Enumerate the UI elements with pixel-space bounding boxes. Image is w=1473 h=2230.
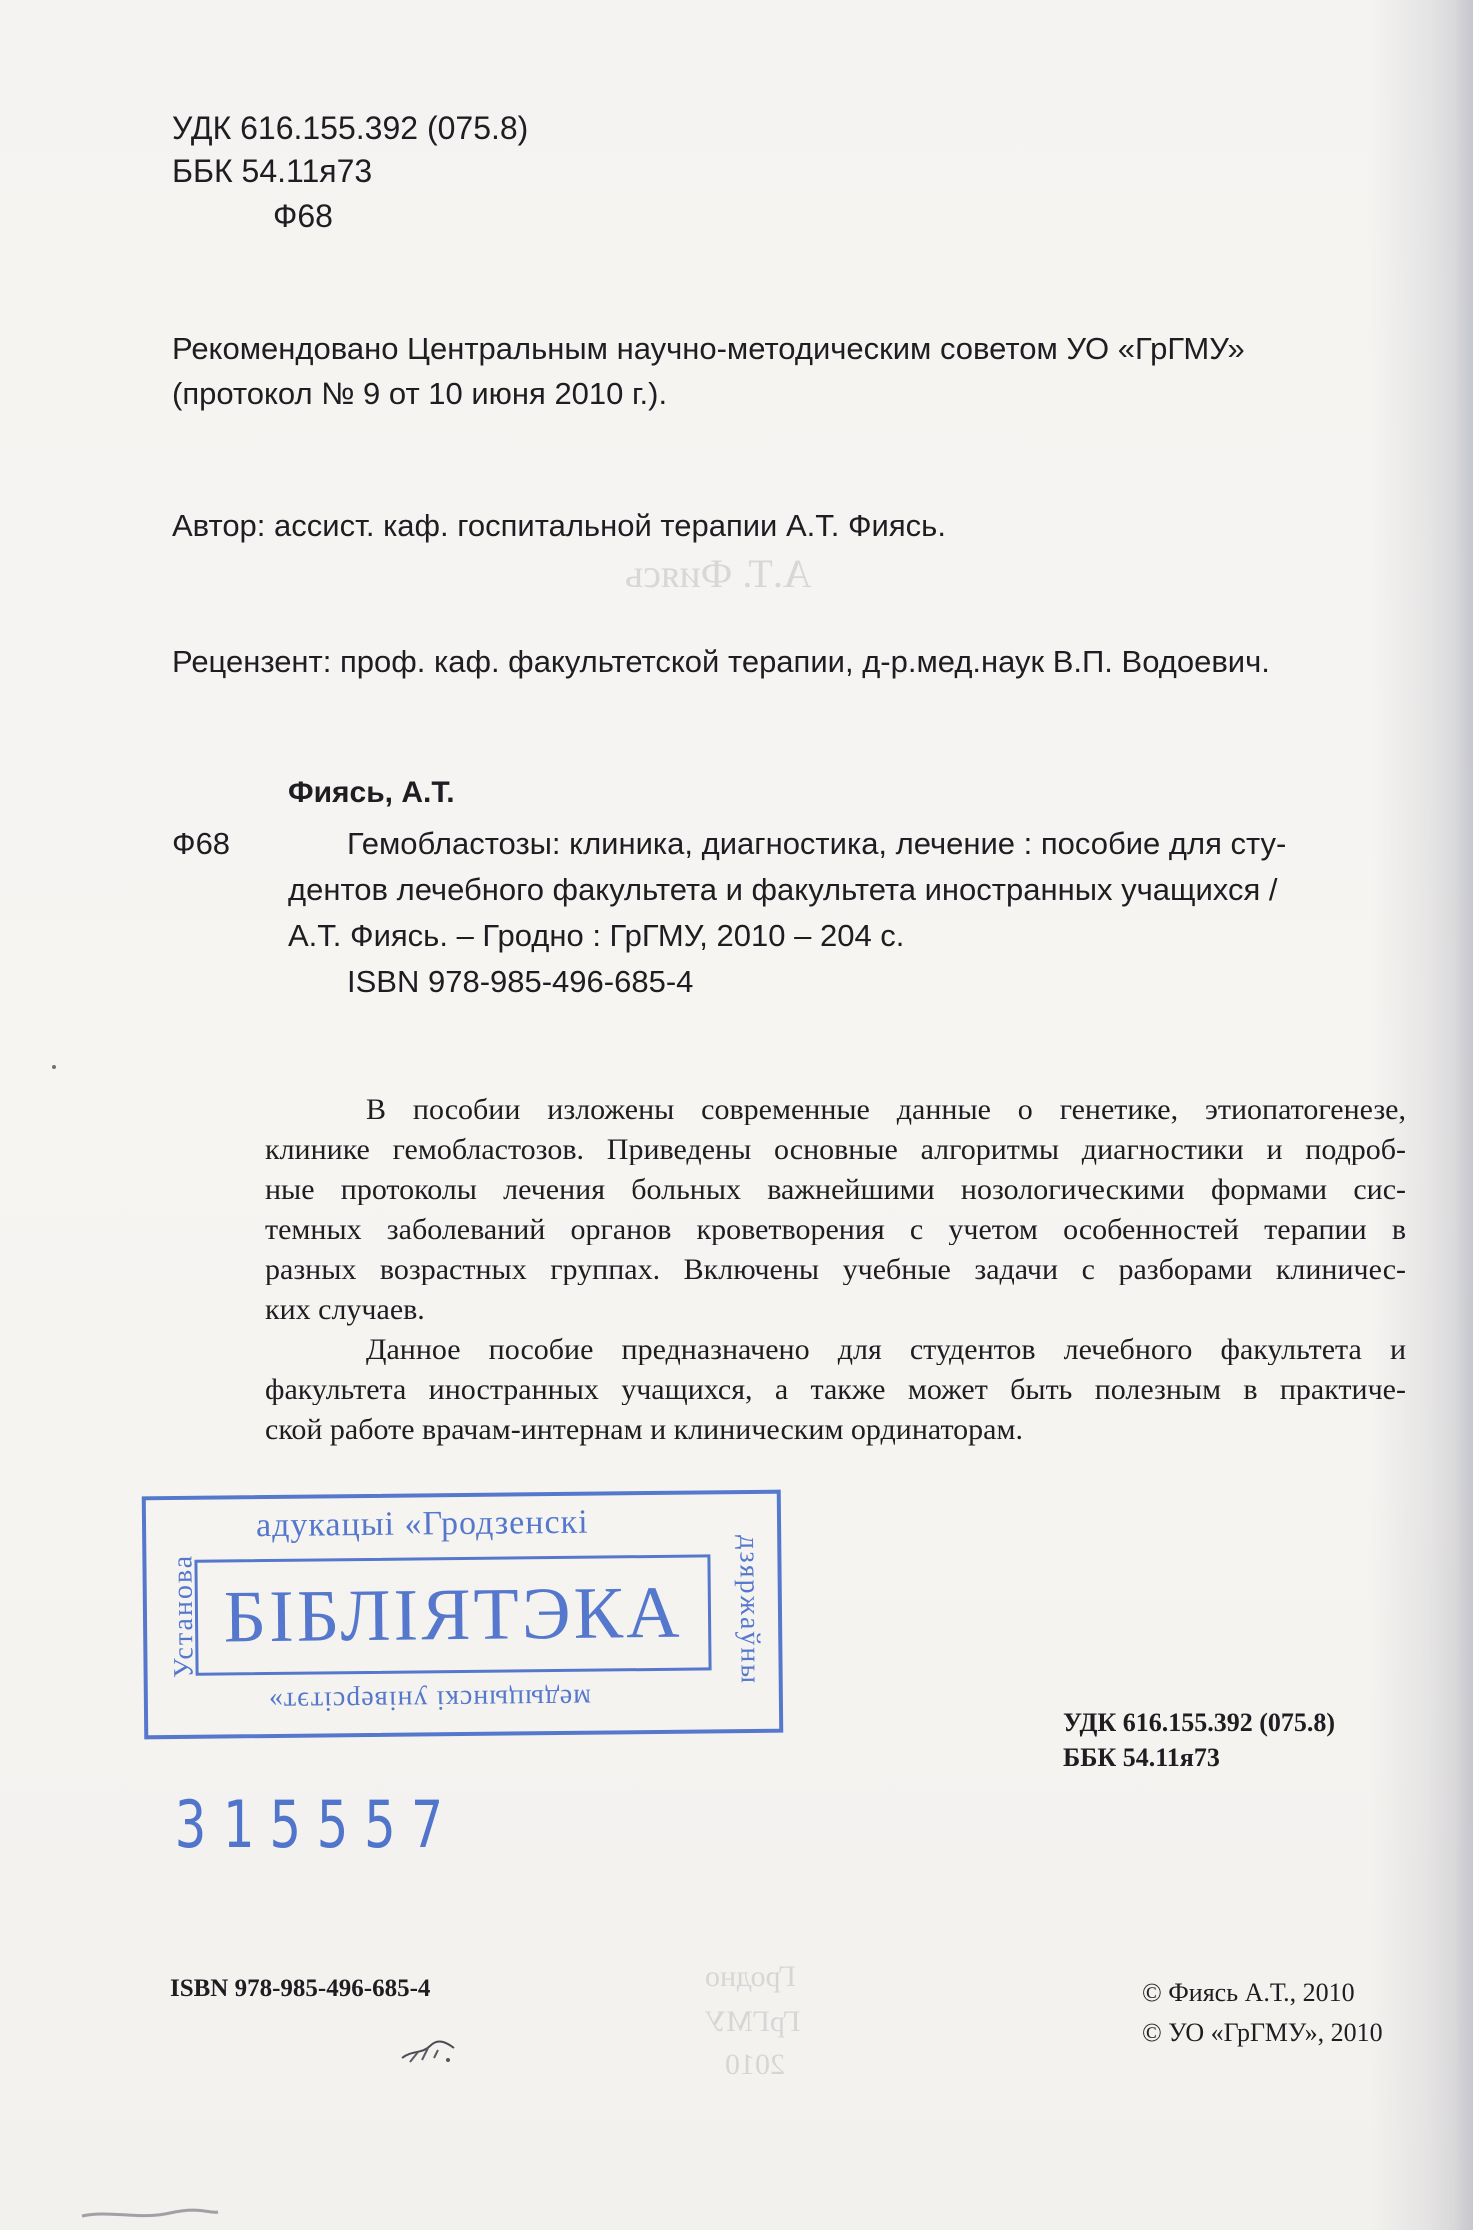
- abstract-p1-line-3: ные протоколы лечения больных важнейшими нозологическими формами сис-: [265, 1175, 1406, 1205]
- stamp-center-text: БІБЛІЯТЭКА: [223, 1571, 683, 1659]
- abstract-p1-line-2: клинике гемобластозов. Приведены основные алгоритмы диагностики и подроб-: [265, 1135, 1406, 1165]
- library-stamp: [142, 1490, 784, 1740]
- isbn-bottom: ISBN 978-985-496-685-4: [170, 1975, 431, 2002]
- margin-dot: [52, 1065, 56, 1069]
- stamp-left-text: Установа: [167, 1553, 200, 1679]
- abstract-p2-line-3: ской работе врачам-интернам и клиническим ординаторам.: [265, 1413, 1023, 1446]
- stamp-right-text: дзяржаўны: [733, 1534, 766, 1686]
- ghost-text-author: А.Т. Фиясь: [625, 551, 812, 596]
- udk-code-bottom: УДК 616.155.392 (075.8): [1063, 1708, 1336, 1737]
- stamp-inner-frame: [194, 1554, 711, 1675]
- ink-smudge: [398, 2032, 458, 2066]
- ghost-text-city: Гродно: [705, 1960, 796, 1993]
- page-edge-shadow: [1455, 0, 1473, 2230]
- reviewer-line: Рецензент: проф. каф. факультетской терапии, д-р.мед.наук В.П. Водоевич.: [172, 644, 1270, 679]
- abstract-p2-line-1: Данное пособие предназначено для студентов лечебного факультета и: [366, 1335, 1406, 1365]
- ghost-text-year: 2010: [725, 2048, 785, 2081]
- copyright-author: © Фиясь А.Т., 2010: [1142, 1978, 1355, 2007]
- abstract-p2-line-2: факультета иностранных учащихся, а также может быть полезным в практиче-: [265, 1375, 1406, 1405]
- abstract-p1-line-4: темных заболеваний органов кроветворения с учетом особенностей терапии в: [265, 1215, 1406, 1245]
- udk-code-top: УДК 616.155.392 (075.8): [172, 110, 529, 146]
- catalog-author-heading: Фиясь, А.Т.: [288, 776, 455, 809]
- copyright-university: © УО «ГрГМУ», 2010: [1142, 2018, 1383, 2047]
- bbk-code-top: ББК 54.11я73: [172, 153, 373, 189]
- bbk-code-bottom: ББК 54.11я73: [1063, 1743, 1220, 1772]
- abstract-p1-line-5: разных возрастных группах. Включены учебные задачи с разборами клиничес-: [265, 1255, 1406, 1285]
- author-code-top: Ф68: [273, 198, 333, 234]
- bottom-smear: [80, 2208, 220, 2222]
- catalog-code: Ф68: [172, 826, 231, 861]
- inventory-number-stamp: 315557: [175, 1788, 459, 1863]
- catalog-isbn: ISBN 978-985-496-685-4: [347, 964, 694, 999]
- catalog-line-3: А.Т. Фиясь. – Гродно : ГрГМУ, 2010 – 204 с.: [288, 918, 905, 953]
- stamp-top-text: адукацыі «Гродзенскі: [255, 1503, 589, 1545]
- catalog-line-1: Гемобластозы: клиника, диагностика, лечение : пособие для сту-: [347, 826, 1287, 861]
- abstract-p1-line-6: ких случаев.: [265, 1293, 425, 1326]
- recommendation-line-1: Рекомендовано Центральным научно-методическим советом УО «ГрГМУ»: [172, 331, 1245, 366]
- stamp-bottom-text: медыцынскі універсітэт»: [267, 1682, 592, 1718]
- author-line: Автор: ассист. каф. госпитальной терапии А.Т. Фиясь.: [172, 508, 946, 543]
- catalog-line-2: дентов лечебного факультета и факультета иностранных учащихся /: [288, 872, 1278, 907]
- ghost-text-publisher: ГрГМУ: [705, 2005, 801, 2038]
- abstract-p1-line-1: В пособии изложены современные данные о генетике, этиопатогенезе,: [366, 1095, 1406, 1125]
- recommendation-line-2: (протокол № 9 от 10 июня 2010 г.).: [172, 376, 668, 411]
